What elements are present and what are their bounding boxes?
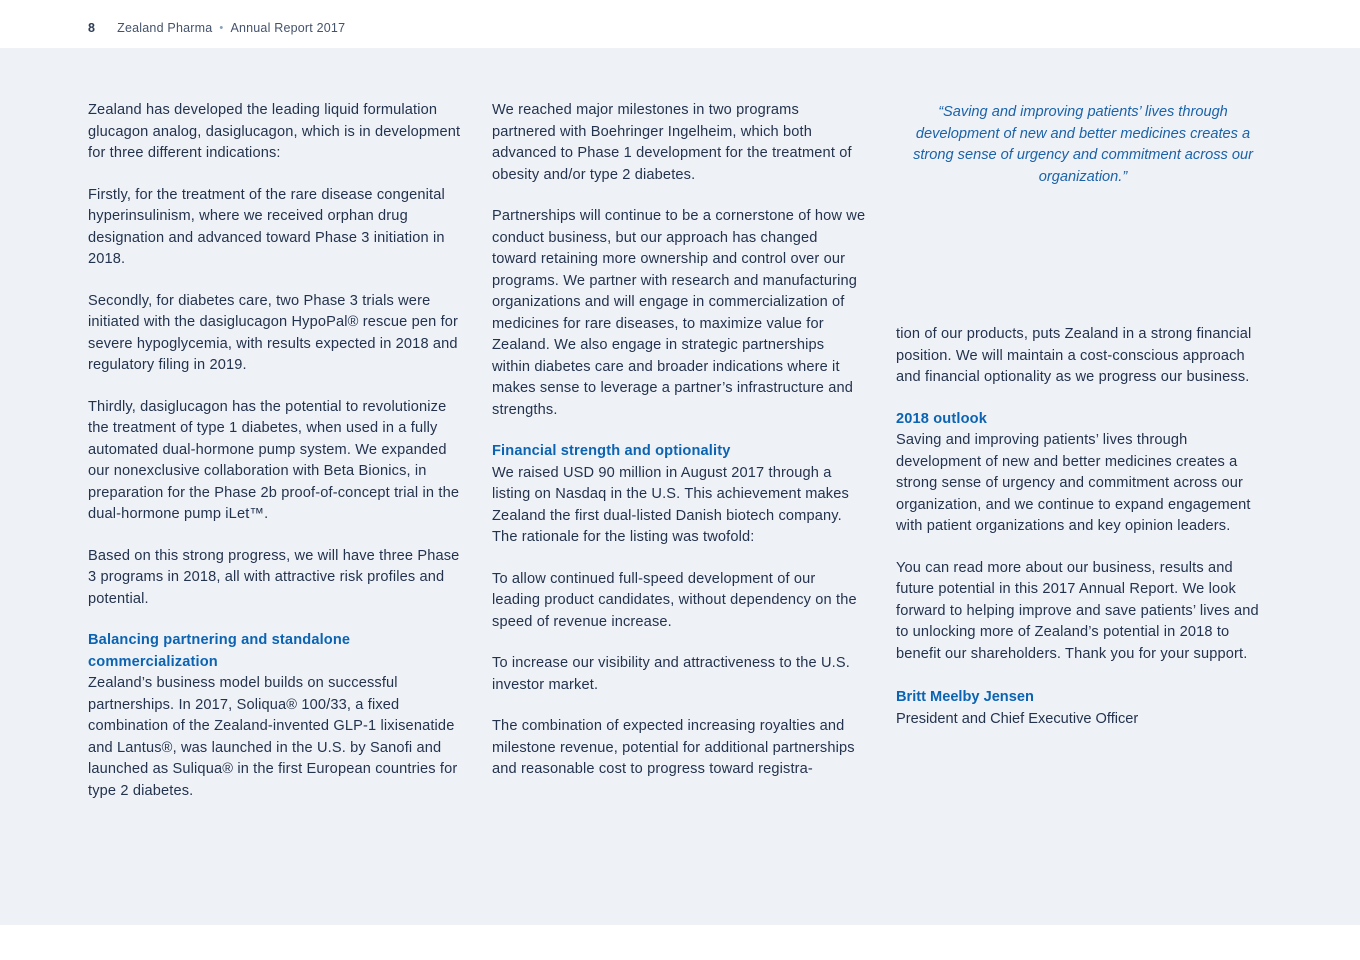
paragraph: Firstly, for the treatment of the rare disease congenital hyperinsulinism, where we received orphan drug designation and advanced toward Phase 3 initiation in 2018. (88, 186, 445, 267)
header-document-title: Annual Report 2017 (230, 21, 346, 35)
section-heading: 2018 outlook (896, 410, 987, 427)
section-heading: Financial strength and optionality (492, 443, 731, 459)
signature-title: President and Chief Executive Officer (896, 710, 1139, 727)
header-company: Zealand Pharma (117, 21, 213, 35)
paragraph: We reached major milestones in two programs partnered with Boehringer Ingelheim, which both advanced to Phase 1 development for the treatment of obesity and/or type 2 diabetes. (492, 102, 852, 183)
paragraph: The combination of expected increasing royalties and milestone revenue, potential for additional partnerships and reasonable cost to progress toward registra- (492, 718, 855, 777)
signature-block (896, 687, 1270, 730)
paragraph: Saving and improving patients’ lives through development of new and better medicines creates a strong sense of urgency and commitment across our organization, and we continue to expand engagement with patient organizations and key opinion leaders. (896, 432, 1251, 534)
paragraph: Partnerships will continue to be a cornerstone of how we conduct business, but our approach has changed toward retaining more ownership and control over our programs. We partner with research and manufacturing organizations and will engage in commercialization of medicines for rare diseases, to maximize value for Zealand. We also engage in strategic partnerships within diabetes care and broader indications where it makes sense to leverage a partner’s infrastructure and strengths. (492, 208, 866, 418)
section-2018-outlook (896, 409, 1270, 538)
column-spacer (896, 188, 1270, 324)
pull-quote: “Saving and improving patients’ lives through development of new and better medicines creates a strong sense of urgency and commitment across our organization.” (913, 104, 1253, 185)
column-three (896, 100, 1270, 730)
page-header (88, 21, 345, 35)
paragraph: You can read more about our business, results and future potential in this 2017 Annual Report. We look forward to helping improve and save patients’ lives and to unlocking more of Zealand’s potential in 2018 to benefit our shareholders. Thank you for your support. (896, 559, 1259, 662)
paragraph: To increase our visibility and attractiveness to the U.S. investor market. (492, 655, 850, 693)
paragraph: Secondly, for diabetes care, two Phase 3 trials were initiated with the dasiglucagon HypoPal® rescue pen for severe hypoglycemia, with results expected in 2018 and regulatory filing in 2019. (88, 292, 459, 373)
paragraph: To allow continued full-speed development of our leading product candidates, without dependency on the speed of revenue increase. (492, 570, 857, 630)
header-separator-bullet: • (219, 22, 224, 34)
paragraph: tion of our products, puts Zealand in a strong financial position. We will maintain a cost-conscious approach and financial optionality as we progress our business. (896, 326, 1252, 385)
section-financial-strength (492, 441, 866, 549)
paragraph: Based on this strong progress, we will have three Phase 3 programs in 2018, all with attractive risk profiles and potential. (88, 547, 460, 607)
paragraph: We raised USD 90 million in August 2017 through a listing on Nasdaq in the U.S. This achievement makes Zealand the first dual-listed Danish biotech company. The rationale for the listing was twofold: (492, 464, 849, 545)
section-heading: Balancing partnering and standalone commercialization (88, 632, 351, 670)
section-balancing-partnering (88, 630, 462, 802)
page-bottom-margin-band (0, 925, 1360, 960)
page-number: 8 (88, 21, 96, 35)
signature-name: Britt Meelby Jensen (896, 689, 1034, 705)
paragraph: Zealand’s business model builds on successful partnerships. In 2017, Soliqua® 100/33, a fixed combination of the Zealand-invented GLP-1 lixisenatide and Lantus®, was launched in the U.S. by Sanofi and launched as Suliqua® in the first European countries for type 2 diabetes. (88, 675, 458, 799)
column-two (492, 100, 866, 781)
column-one (88, 100, 462, 822)
paragraph: Thirdly, dasiglucagon has the potential to revolutionize the treatment of type 1 diabetes, when used in a fully automated dual-hormone pump system. We expanded our nonexclusive collaboration with Beta Bionics, in preparation for the Phase 2b proof-of-concept trial in the dual-hormone pump iLet™. (88, 398, 460, 522)
paragraph: Zealand has developed the leading liquid formulation glucagon analog, dasiglucagon, which is in development for three different indications: (88, 102, 461, 161)
